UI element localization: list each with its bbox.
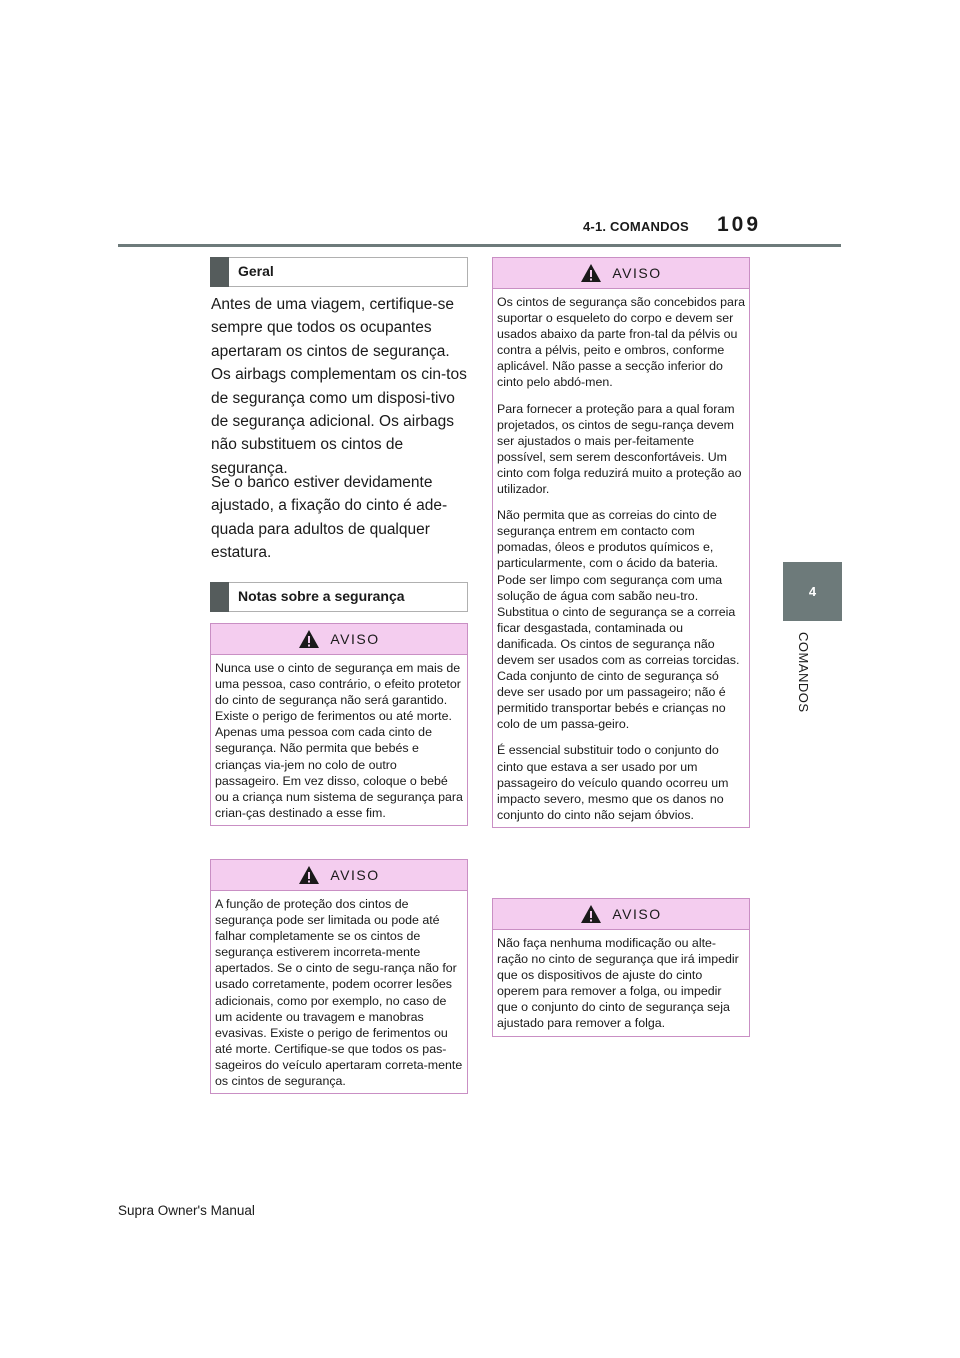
warning-text-1: Os cintos de segurança são concebidos para suportar o esqueleto do corpo e devem ser usados abaixo da parte fron-tal da pélvis ou contra a pélvis, peito e ombros, conforme aplicável. Não passe a secção inferior do cinto pelo abdó-men. (497, 295, 745, 390)
warning-text-2: Para fornecer a proteção para a qual foram projetados, os cintos de segu-rança devem ser ajustados o mais per-feitamente possível, sem serem desconfortáveis. Um cinto com folga reduzirá muito a proteção ao utilizador. (497, 401, 742, 497)
paragraph-intro: Antes de uma viagem, certifique-se sempre que todos os ocupantes apertaram os cintos de segurança. Os airbags complementam os cin-tos de segurança como um disposi-tivo de segurança adicional. Os airbags não substituem os cintos de segurança. (211, 296, 467, 477)
warning-triangle-icon (580, 263, 602, 283)
warning-text: A função de proteção dos cintos de segurança pode ser limitada ou pode até falhar completamente se os cintos de segurança estiverem incorreta-mente apertados. Se o cinto de segu-rança não for usado corretamente, podem ocorrer lesões adicionais, como por exemplo, no caso de um acidente ou travagem e manobras evasivas. Existe o perigo de ferimentos ou até morte. Certifique-se que todos os pas-sageiros do veículo apertaram correta-mente os cintos de segurança. (215, 897, 463, 1089)
heading-bar (210, 257, 229, 287)
header-rule (118, 244, 841, 247)
warning-text-4: É essencial substituir todo o conjunto do cinto que estava a ser usado por um passageiro do veículo quando ocorreu um impacto severo, mesmo que os danos no conjunto do cinto não sejam óbvios. (497, 743, 729, 822)
warning-title: AVISO (612, 265, 662, 281)
heading-text: Geral (238, 263, 274, 279)
warning-triangle-icon (298, 629, 320, 649)
chapter-tab-label-text: COMANDOS (796, 632, 811, 713)
warning-body (493, 930, 749, 1036)
warning-box-right-1 (492, 257, 750, 828)
page-number: 109 (717, 213, 762, 236)
warning-text: Nunca use o cinto de segurança em mais de uma pessoa, caso contrário, o efeito protetor do cinto de segurança não será garantido. Existe o perigo de ferimentos ou até morte. Apenas uma pessoa com cada cinto de segurança. Não permita que bebés e crianças via-jem no colo de outro passageiro. Em vez disso, coloque o bebé ou a criança num sistema de segurança para crian-ças destinado a esse fim. (215, 661, 463, 820)
chapter-tab-number: 4 (783, 562, 842, 621)
warning-title: AVISO (330, 867, 380, 883)
warning-header (211, 624, 467, 655)
heading-text: Notas sobre a segurança (238, 588, 405, 604)
heading-geral (210, 257, 468, 287)
warning-body (493, 289, 749, 827)
warning-text: Não faça nenhuma modificação ou alte-ração no cinto de segurança que irá impedir que os dispositivos de ajuste do cinto operem para remover a folga, ou impedir que o conjunto do cinto de segurança seja ajustado para remover a folga. (497, 936, 739, 1031)
warning-box-left-1 (210, 623, 468, 826)
warning-text-3: Não permita que as correias do cinto de segurança entrem em contacto com pomadas, óleos e produtos químicos e, particularmente, com o ácido da bateria. Pode ser limpo com segurança com uma solução de água com sabão neu-tro. Substitua o cinto de segurança se a correia ficar desgastada, contaminada ou danificada. Os cintos de segurança não devem ser usados com as correias torcidas. Cada conjunto de cinto de segurança só deve ser usado por um passageiro; não é permitido transportar bebés e crianças no colo de um passa-geiro. (497, 508, 740, 732)
section-title: 4-1. COMANDOS (583, 219, 689, 234)
warning-body (211, 655, 467, 825)
warning-title: AVISO (612, 906, 662, 922)
warning-triangle-icon (580, 904, 602, 924)
paragraph-fit: Se o banco estiver devidamente ajustado, a fixação do cinto é ade-quada para adultos de qualquer estatura. (211, 474, 448, 562)
footer-manual-title: Supra Owner's Manual (118, 1203, 255, 1218)
heading-safety-notes (210, 582, 468, 612)
warning-box-right-2 (492, 898, 750, 1037)
heading-bar (210, 582, 229, 612)
warning-header (493, 899, 749, 930)
warning-box-left-2 (210, 859, 468, 1094)
warning-header (493, 258, 749, 289)
warning-body (211, 891, 467, 1093)
warning-title: AVISO (330, 631, 380, 647)
warning-header (211, 860, 467, 891)
warning-triangle-icon (298, 865, 320, 885)
chapter-tab-label (793, 632, 813, 732)
